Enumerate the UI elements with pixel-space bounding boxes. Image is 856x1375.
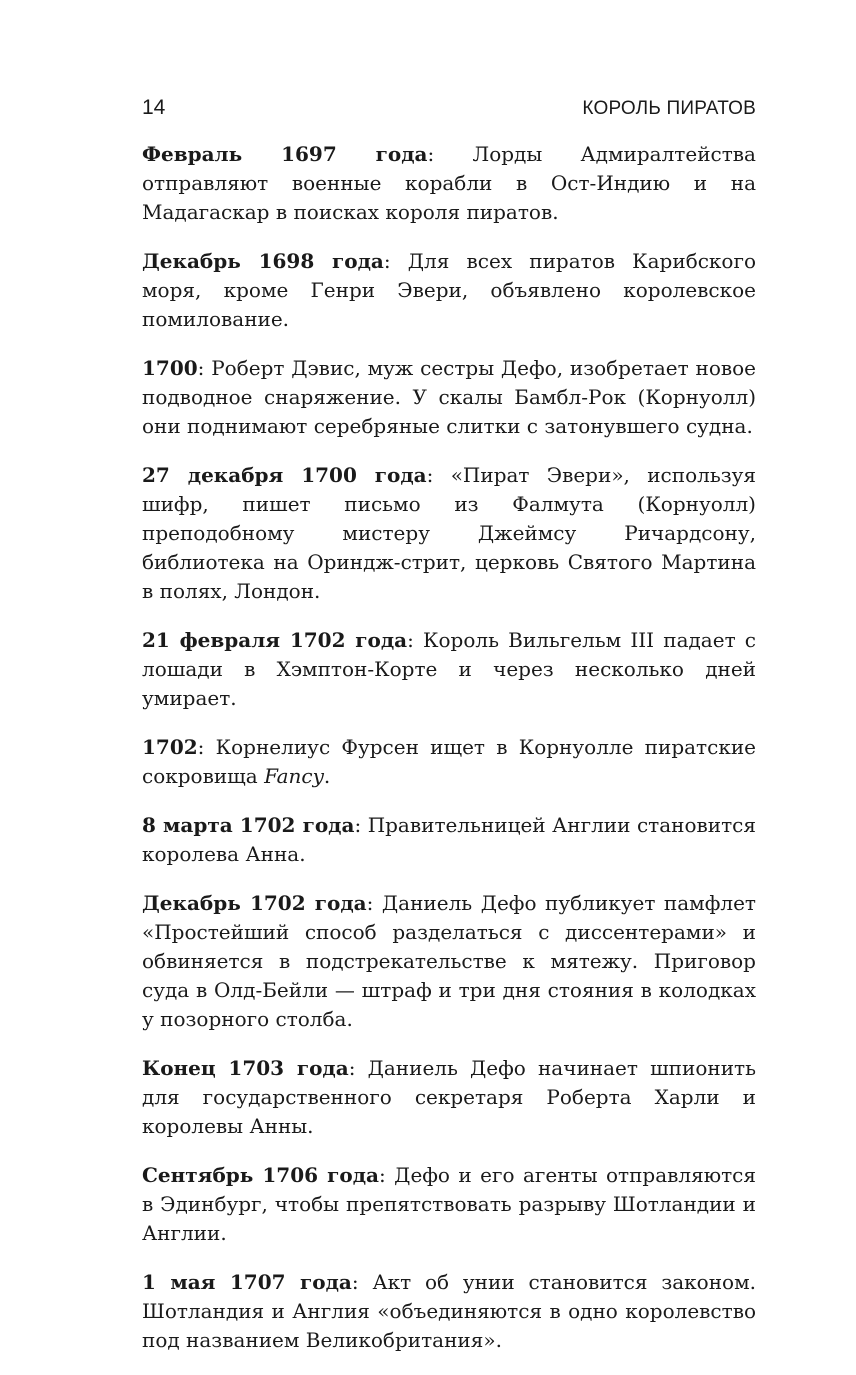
entry-text: : Король Вильгельм III падает с лошади в Хэмптон-Корте и через несколько дней умирает. xyxy=(142,628,756,710)
timeline-entry xyxy=(142,626,756,713)
timeline-entry xyxy=(142,1268,756,1355)
entry-text-end: . xyxy=(323,764,331,788)
entry-date: 1700 xyxy=(142,356,198,380)
book-title: КОРОЛЬ ПИРАТОВ xyxy=(582,98,756,119)
ship-name: Fancy xyxy=(264,764,324,788)
entry-text: : Акт об унии становится законом. Шотландия и Англия «объединяются в одно королевство под названием Великобритания». xyxy=(142,1270,756,1352)
entry-text: : «Пират Эвери», используя шифр, пишет письмо из Фалмута (Корнуолл) преподобному мистеру Джеймсу Ричардсону, библиотека на Ориндж-стрит, церковь Святого Мартина в полях, Лондон. xyxy=(142,463,757,603)
timeline-entry xyxy=(142,247,756,334)
timeline-entry xyxy=(142,1054,756,1141)
entry-text: : Роберт Дэвис, муж сестры Дефо, изобретает новое подводное снаряжение. У скалы Бамбл-Рок (Корнуолл) они поднимают серебряные слитки с затонувшего судна. xyxy=(142,356,756,438)
timeline-entry xyxy=(142,354,756,441)
timeline-entry xyxy=(142,733,756,791)
entry-text: : Дефо и его агенты отправляются в Эдинбург, чтобы препятствовать разрыву Шотландии и Англии. xyxy=(142,1163,757,1245)
entry-date: 21 февраля 1702 года xyxy=(142,628,408,652)
entry-date: 1702 xyxy=(142,735,198,759)
timeline-entry xyxy=(142,461,756,606)
page-number: 14 xyxy=(142,96,166,119)
timeline-entry xyxy=(142,889,756,1034)
entry-date: Февраль 1697 года xyxy=(142,142,428,166)
entry-date: Декабрь 1698 года xyxy=(142,249,384,273)
entry-date: Конец 1703 года xyxy=(142,1056,349,1080)
entry-text: : Даниель Дефо публикует памфлет «Простейший способ разделаться с диссентерами» и обвиняется в подстрекательстве к мятежу. Приговор суда в Олд-Бейли — штраф и три дня стояния в колодках у позорного столба. xyxy=(142,891,756,1031)
book-page xyxy=(142,96,756,1375)
timeline-entry xyxy=(142,811,756,869)
timeline-entry xyxy=(142,140,756,227)
running-head xyxy=(142,96,756,120)
entry-date: Декабрь 1702 года xyxy=(142,891,367,915)
entry-date: 27 декабря 1700 года xyxy=(142,463,427,487)
entry-text: : Корнелиус Фурсен ищет в Корнуолле пиратские сокровища xyxy=(142,735,756,788)
entry-text: : Правительницей Англии становится королева Анна. xyxy=(142,813,756,866)
entry-date: Сентябрь 1706 года xyxy=(142,1163,379,1187)
entry-date: 1 мая 1707 года xyxy=(142,1270,352,1294)
entry-text: : Для всех пиратов Карибского моря, кроме Генри Эвери, объявлено королевское помилование. xyxy=(142,249,756,331)
entry-text: : Лорды Адмиралтейства отправляют военные корабли в Ост-Индию и на Мадагаскар в поисках короля пиратов. xyxy=(142,142,756,224)
entry-text: : Даниель Дефо начинает шпионить для государственного секретаря Роберта Харли и королевы Анны. xyxy=(142,1056,756,1138)
entry-date: 8 марта 1702 года xyxy=(142,813,355,837)
timeline-entry xyxy=(142,1161,756,1248)
